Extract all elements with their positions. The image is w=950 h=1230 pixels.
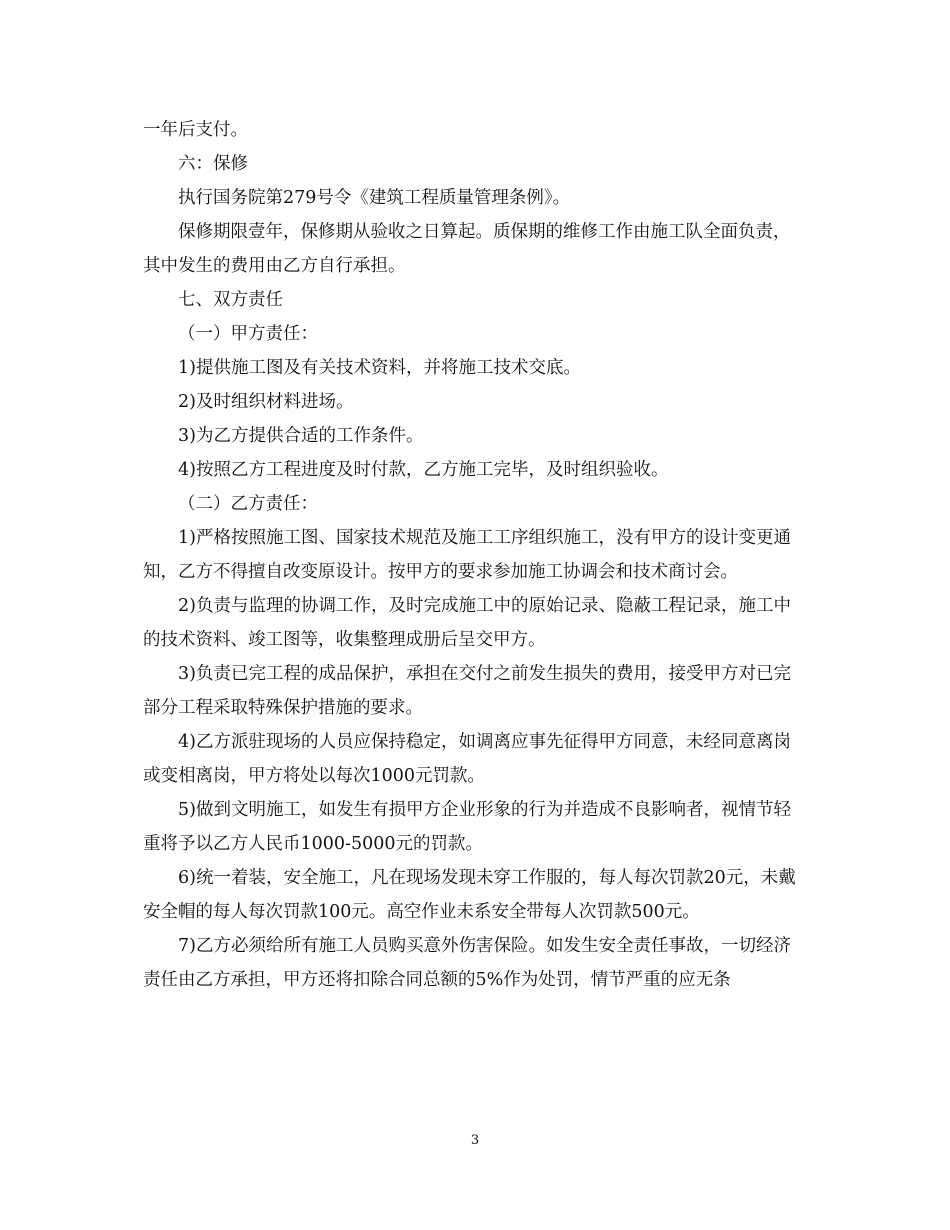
- section-heading-warranty: 六：保修: [178, 154, 248, 174]
- subheading-party-a: （一）甲方责任：: [178, 324, 318, 344]
- party-a-item-4: 4)按照乙方工程进度及时付款，乙方施工完毕，及时组织验收。: [178, 460, 669, 480]
- section-heading-responsibilities: 七、双方责任: [178, 290, 283, 310]
- party-b-item-3: 3)负责已完工程的成品保护，承担在交付之前发生损失的费用，接受甲方对已完部分工程采取特殊保护措施的要求。: [143, 664, 791, 718]
- party-b-item-4: 4)乙方派驻现场的人员应保持稳定，如调离应事先征得甲方同意，未经同意离岗或变相离岗，甲方将处以每次1000元罚款。: [143, 732, 791, 786]
- party-a-item-2: 2)及时组织材料进场。: [178, 392, 354, 412]
- paragraph-warranty-period: 保修期限壹年，保修期从验收之日算起。质保期的维修工作由施工队全面负责，其中发生的费用由乙方自行承担。: [143, 222, 791, 276]
- page-number: 3: [470, 1133, 480, 1148]
- party-b-item-2: 2)负责与监理的协调工作，及时完成施工中的原始记录、隐蔽工程记录，施工中的技术资料、竣工图等，收集整理成册后呈交甲方。: [143, 596, 791, 650]
- party-b-item-6: 6)统一着装，安全施工，凡在现场发现未穿工作服的，每人每次罚款20元，未戴安全帽的每人每次罚款100元。高空作业未系安全带每人次罚款500元。: [143, 868, 796, 922]
- document-body: [143, 113, 807, 997]
- party-b-item-5: 5)做到文明施工，如发生有损甲方企业形象的行为并造成不良影响者，视情节轻重将予以乙方人民币1000-5000元的罚款。: [143, 800, 791, 854]
- party-a-item-1: 1)提供施工图及有关技术资料，并将施工技术交底。: [178, 358, 581, 378]
- subheading-party-b: （二）乙方责任：: [178, 494, 318, 514]
- party-a-item-3: 3)为乙方提供合适的工作条件。: [178, 426, 424, 446]
- party-b-item-7: 7)乙方必须给所有施工人员购买意外伤害保险。如发生安全责任事故，一切经济责任由乙方承担，甲方还将扣除合同总额的5%作为处罚，情节严重的应无条: [143, 936, 791, 990]
- party-b-item-1: 1)严格按照施工图、国家技术规范及施工工序组织施工，没有甲方的设计变更通知，乙方不得擅自改变原设计。按甲方的要求参加施工协调会和技术商讨会。: [143, 528, 791, 582]
- paragraph-continuation: 一年后支付。: [143, 120, 248, 140]
- paragraph-regulation: 执行国务院第279号令《建筑工程质量管理条例》。: [178, 188, 571, 208]
